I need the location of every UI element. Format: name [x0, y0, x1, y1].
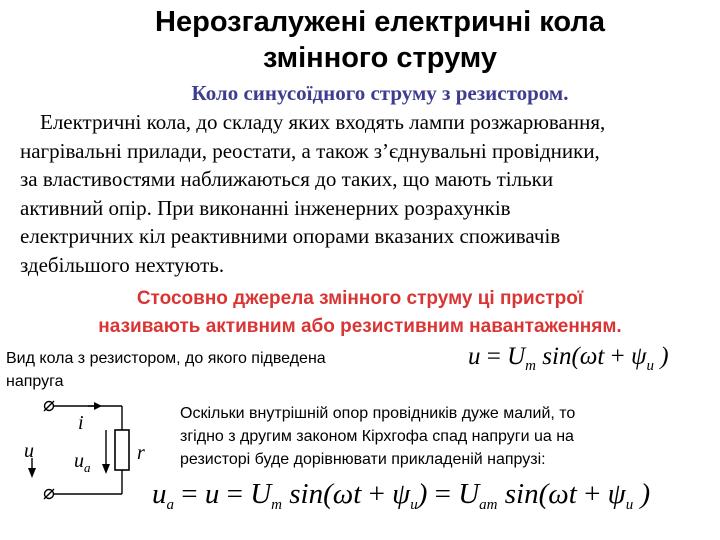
resistor — [115, 430, 129, 470]
paragraph-line: активний опір. При виконанні інженерних розрахунків — [20, 195, 511, 220]
paragraph-line: за властивостями наближаються до таких, що мають тільки — [20, 167, 554, 191]
label-ua: $u_а$ — [74, 450, 91, 475]
title-line-2: змінного струму — [262, 42, 498, 74]
body-paragraph — [20, 108, 710, 279]
label-u: u — [24, 440, 34, 462]
circuit-caption — [6, 347, 326, 393]
section-subtitle: Коло синусоїдного струму з резистором. — [191, 81, 569, 105]
slide-title — [0, 4, 720, 76]
highlight-line: називають активним або резистивним навантаженням. — [98, 316, 622, 337]
explanation-line: Оскільки внутрішній опор провідників дуже малий, то — [180, 405, 576, 422]
caption-line: Вид кола з резистором, до якого підведена — [6, 350, 326, 367]
paragraph-line: електричних кіл реактивними опорами вказаних споживачів — [20, 224, 561, 248]
paragraph-line: нагрівальні прилади, реостати, а також з’єднувальні провідники, — [20, 138, 600, 163]
paragraph-line: здебільшого нехтують. — [20, 252, 225, 277]
highlight-line: Стосовно джерела змінного струму ці пристрої — [136, 288, 584, 309]
label-r: r — [137, 442, 145, 464]
paragraph-line: Електричні кола, до складу яких входять лампи розжарювання, — [40, 110, 606, 134]
explanation-line: згідно з другим законом Кірхгофа спад напруги uа на — [180, 428, 574, 445]
current-arrow — [94, 402, 102, 410]
formula-resistor-voltage: $u_a = u = U_m$ $\sin(\omega t + \psi_u) = U_{am}$ $\sin(\omega t + \psi_u$ ) — [152, 478, 651, 513]
explanation-line: резисторі буде дорівнювати прикладеній напрузі: — [180, 451, 546, 468]
caption-line: напруга — [6, 373, 64, 390]
formula-source-voltage: $u = U_m$ $\sin(\omega t + \psi_u$ ) — [468, 343, 669, 374]
highlight-text — [0, 285, 720, 341]
title-line-1: Нерозгалужені електричні кола — [155, 6, 605, 38]
label-i: i — [78, 412, 84, 434]
explanation-text — [180, 402, 575, 471]
